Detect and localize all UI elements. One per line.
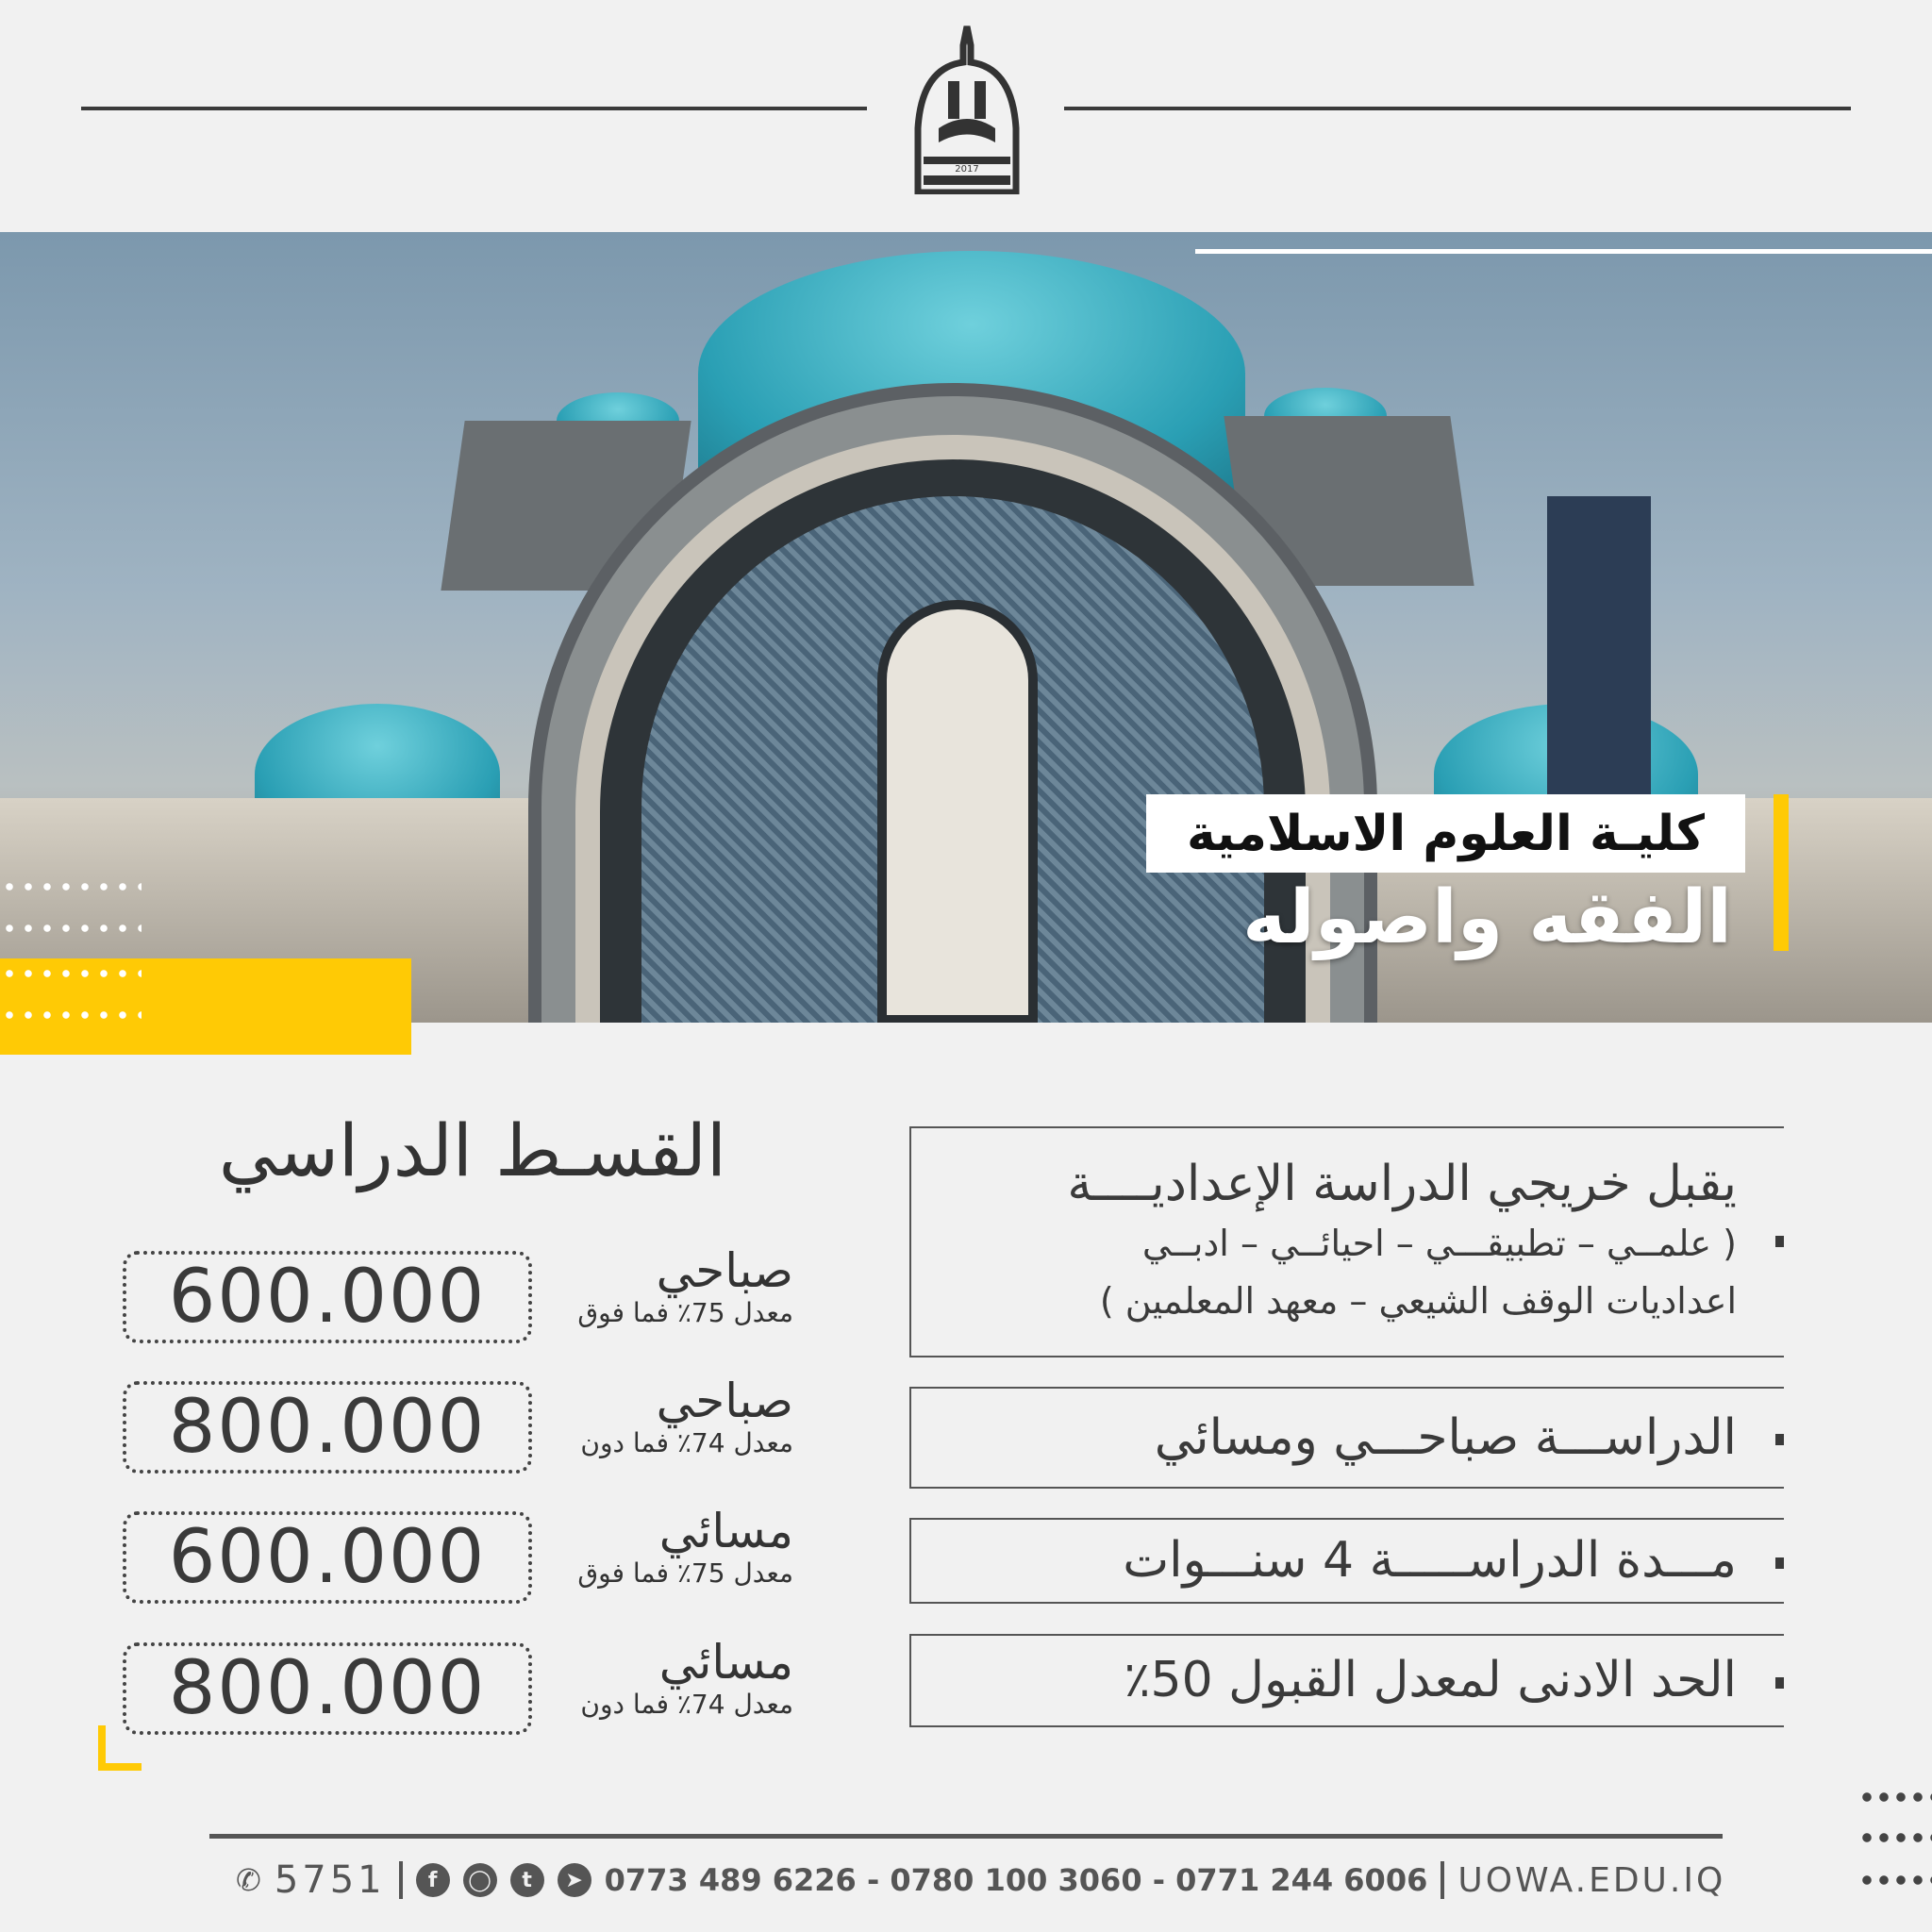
fee-amount: 600.000	[123, 1251, 532, 1343]
fee-condition: معدل 74٪ فما دون	[580, 1427, 793, 1458]
decor-line	[1195, 249, 1932, 254]
decor-dots	[0, 1011, 142, 1019]
requirement-min-average	[909, 1634, 1784, 1727]
telegram-icon[interactable]: ➤	[558, 1863, 591, 1897]
decor-yellow-accent	[1774, 794, 1789, 951]
requirement-shifts	[909, 1387, 1784, 1489]
fees-title: القسـط الدراسي	[218, 1108, 726, 1192]
fee-label	[577, 1506, 793, 1589]
bullet-icon	[1775, 1557, 1784, 1569]
decor-dots	[1858, 1875, 1932, 1885]
hotline-number[interactable]: 5751	[274, 1858, 386, 1902]
fee-shift: مسائي	[658, 1635, 793, 1690]
fee-label	[577, 1245, 793, 1328]
facebook-icon[interactable]: f	[416, 1863, 450, 1897]
fee-condition: معدل 74٪ فما دون	[580, 1689, 793, 1720]
requirement-text: الحد الادنى لمعدل القبول 50٪	[1124, 1652, 1737, 1708]
bullet-icon	[1775, 1434, 1784, 1445]
decor-dots	[1858, 1833, 1932, 1842]
fee-amount: 800.000	[123, 1642, 532, 1735]
instagram-icon[interactable]: ◯	[463, 1863, 497, 1897]
decor-dots	[0, 970, 142, 977]
phone-numbers[interactable]: 0773 489 6226 - 0780 100 3060 - 0771 244 6006	[604, 1862, 1428, 1898]
fee-condition: معدل 75٪ فما فوق	[577, 1557, 793, 1589]
bullet-icon	[1775, 1677, 1784, 1689]
requirement-detail: ( علمــي – تطبيقـــي – احيائــي – ادبــي	[1141, 1223, 1737, 1265]
fee-label	[580, 1637, 793, 1720]
separator	[1441, 1861, 1444, 1899]
requirement-text: مـــدة الدراســـــة 4 سنـــوات	[1123, 1532, 1737, 1589]
requirement-duration	[909, 1518, 1784, 1604]
department-name: الفقه واصوله	[1242, 875, 1732, 960]
website-link[interactable]: UOWA.EDU.IQ	[1457, 1860, 1726, 1900]
header-divider-right	[1064, 107, 1851, 110]
fee-shift: مسائي	[658, 1504, 793, 1558]
decor-dots	[0, 883, 142, 891]
university-logo	[910, 25, 1024, 194]
fee-amount: 800.000	[123, 1381, 532, 1474]
fee-shift: صباحي	[656, 1374, 793, 1428]
phone-icon: ✆	[236, 1862, 261, 1898]
requirement-detail: اعداديات الوقف الشيعي – معهد المعلمين )	[1099, 1280, 1737, 1322]
decor-dots	[1858, 1792, 1932, 1802]
twitter-icon[interactable]: t	[510, 1863, 544, 1897]
footer-contact	[236, 1857, 1725, 1904]
decor-corner	[98, 1725, 142, 1771]
separator	[399, 1861, 403, 1899]
requirement-admission	[909, 1126, 1784, 1357]
fee-shift: صباحي	[656, 1243, 793, 1298]
svg-text:2017: 2017	[955, 164, 979, 175]
requirement-text: الدراســـة صباحـــي ومسائي	[1154, 1408, 1737, 1466]
decor-dots	[0, 924, 142, 932]
requirement-title: يقبل خريجي الدراسة الإعداديــــة	[1067, 1156, 1737, 1213]
footer-divider	[209, 1834, 1723, 1839]
fee-label	[580, 1375, 793, 1458]
bullet-icon	[1775, 1236, 1784, 1247]
college-name: كليـة العلوم الاسلامية	[1146, 794, 1745, 873]
header-divider-left	[81, 107, 867, 110]
fee-amount: 600.000	[123, 1511, 532, 1604]
fee-condition: معدل 75٪ فما فوق	[577, 1297, 793, 1328]
